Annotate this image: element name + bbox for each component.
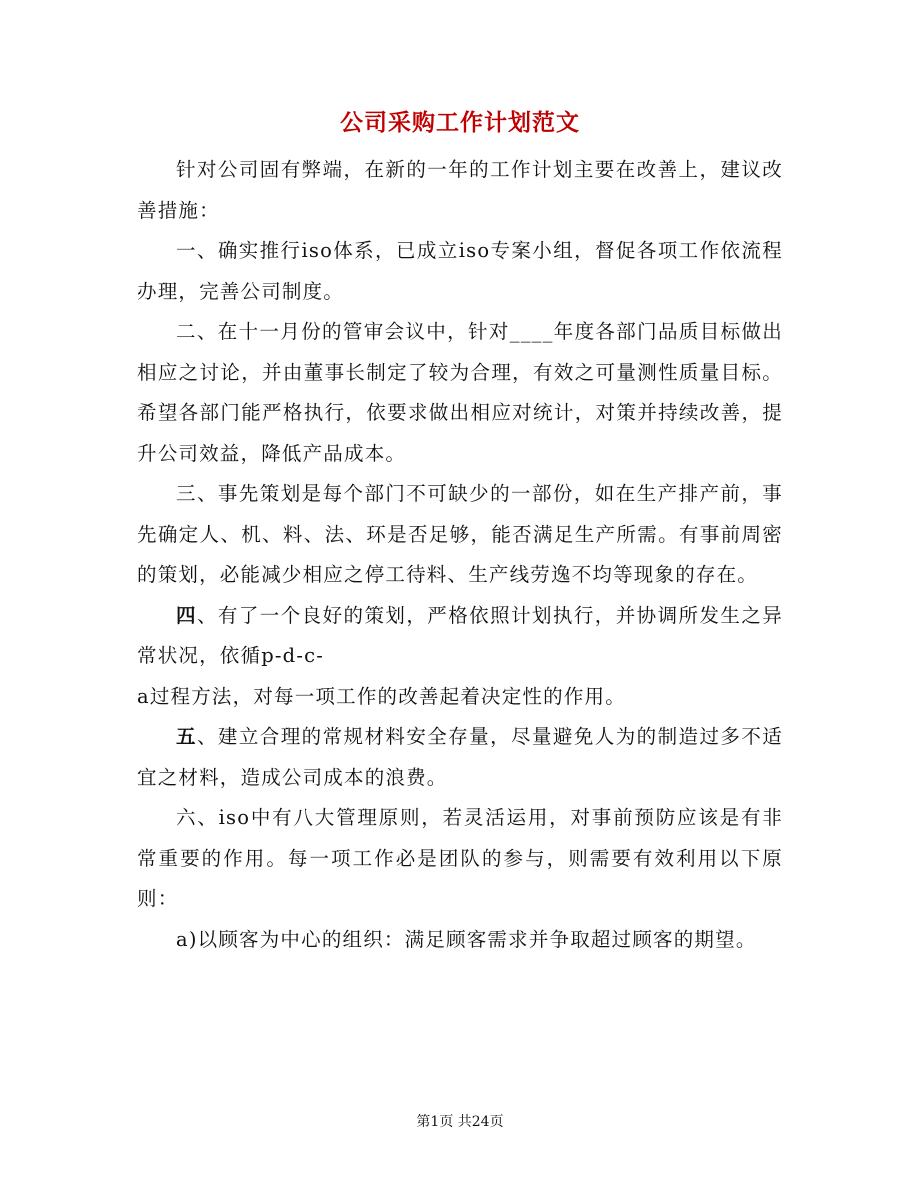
paragraph-intro: 针对公司固有弊端，在新的一年的工作计划主要在改善上，建议改善措施： (137, 158, 783, 222)
paragraph-item-6: 六、iso中有八大管理原则，若灵活运用，对事前预防应该是有非常重要的作用。每一项工作必是团队的参与，则需要有效利用以下原则： (137, 806, 783, 910)
paragraph-item-5 (137, 717, 783, 798)
paragraph-item-4-text: 、有了一个良好的策划，严格依照计划执行，并协调所发生之异常状况，依循p-d-c- (137, 603, 784, 667)
document-title: 公司采购工作计划范文 (340, 109, 580, 136)
paragraph-item-1: 一、确实推行iso体系，已成立iso专案小组，督促各项工作依流程办理，完善公司制度。 (137, 239, 783, 303)
paragraph-item-5-text: 、建立合理的常规材料安全存量，尽量避免人为的制造过多不适宜之材料，造成公司成本的浪费。 (137, 725, 784, 789)
page-number-footer: 第1页 共24页 (416, 1114, 504, 1130)
paragraph-principle-a: a)以顾客为中心的组织：满足顾客需求并争取超过顾客的期望。 (176, 927, 757, 951)
paragraph-item-4 (137, 596, 783, 677)
paragraph-item-4-continued: a过程方法，对每一项工作的改善起着决定性的作用。 (137, 684, 626, 708)
paragraph-item-4-lead: 四 (176, 603, 197, 627)
paragraph-item-5-lead: 五 (176, 725, 197, 748)
paragraph-item-3: 三、事先策划是每个部门不可缺少的一部份，如在生产排产前，事先确定人、机、料、法、环是否足够，能否满足生产所需。有事前周密的策划，必能减少相应之停工待料、生产线劳逸不均等现象的存在。 (137, 482, 783, 586)
document-body (137, 150, 783, 960)
paragraph-item-2: 二、在十一月份的管审会议中，针对____年度各部门品质目标做出相应之讨论，并由董事长制定了较为合理，有效之可量测性质量目标。希望各部门能严格执行，依要求做出相应对统计，对策并持续改善，提升公司效益，降低产品成本。 (137, 320, 783, 465)
